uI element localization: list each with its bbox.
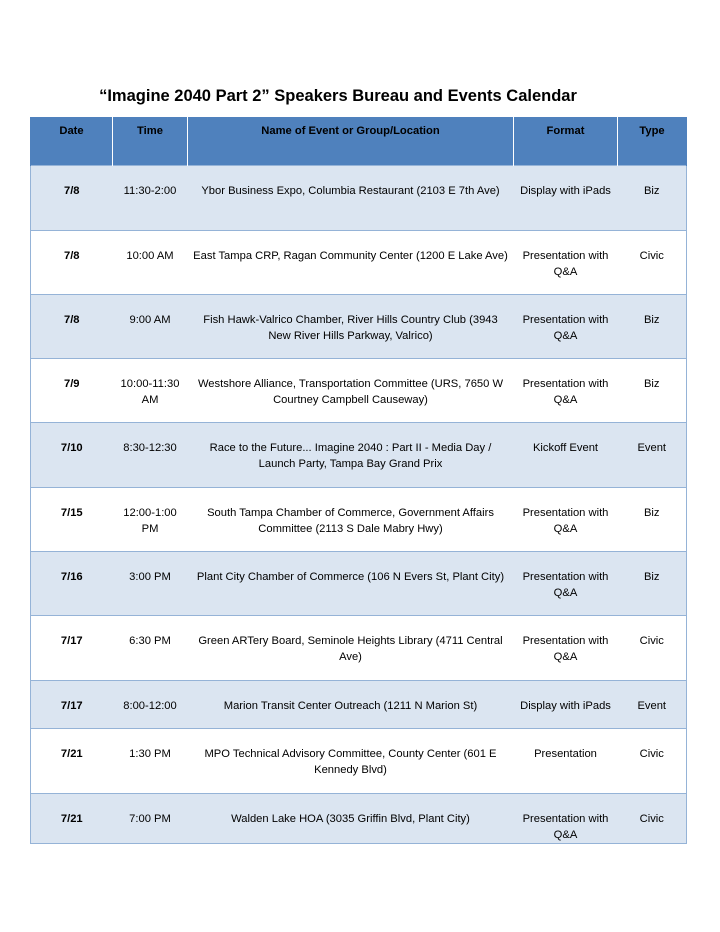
header-format: Format (514, 117, 618, 165)
row-format: Display with iPads (514, 680, 618, 728)
row-event: Ybor Business Expo, Columbia Restaurant (2103 E 7th Ave) (188, 165, 514, 230)
header-type: Type (618, 117, 687, 165)
row-format: Presentation with Q&A (514, 358, 618, 422)
row-date: 7/8 (31, 165, 113, 230)
row-type: Biz (618, 358, 687, 422)
row-type: Biz (618, 551, 687, 615)
row-date: 7/10 (31, 422, 113, 487)
row-time: 9:00 AM (113, 294, 188, 358)
row-event: Marion Transit Center Outreach (1211 N Marion St) (188, 680, 514, 728)
table-row (31, 615, 687, 680)
row-time: 6:30 PM (113, 615, 188, 680)
row-event: Green ARTery Board, Seminole Heights Library (4711 Central Ave) (188, 615, 514, 680)
row-date: 7/21 (31, 793, 113, 843)
row-time: 7:00 PM (113, 793, 188, 843)
table-row (31, 358, 687, 422)
row-format: Presentation with Q&A (514, 551, 618, 615)
table-row (31, 551, 687, 615)
table-row (31, 230, 687, 294)
row-format: Presentation with Q&A (514, 615, 618, 680)
table-row (31, 487, 687, 551)
header-event: Name of Event or Group/Location (188, 117, 514, 165)
row-event: Plant City Chamber of Commerce (106 N Evers St, Plant City) (188, 551, 514, 615)
row-format: Display with iPads (514, 165, 618, 230)
row-time: 1:30 PM (113, 728, 188, 793)
table-header-row (31, 117, 687, 165)
row-type: Event (618, 422, 687, 487)
table-row (31, 165, 687, 230)
row-date: 7/21 (31, 728, 113, 793)
row-time: 10:00-11:30 AM (113, 358, 188, 422)
row-event: Race to the Future... Imagine 2040 : Part II - Media Day / Launch Party, Tampa Bay Grand Prix (188, 422, 514, 487)
row-type: Civic (618, 230, 687, 294)
row-date: 7/8 (31, 230, 113, 294)
row-type: Biz (618, 165, 687, 230)
table-row (31, 680, 687, 728)
row-date: 7/15 (31, 487, 113, 551)
row-type: Civic (618, 615, 687, 680)
row-time: 11:30-2:00 (113, 165, 188, 230)
row-type: Civic (618, 728, 687, 793)
row-format: Presentation (514, 728, 618, 793)
row-date: 7/8 (31, 294, 113, 358)
row-date: 7/17 (31, 680, 113, 728)
row-time: 8:30-12:30 (113, 422, 188, 487)
table-row (31, 422, 687, 487)
row-time: 8:00-12:00 (113, 680, 188, 728)
row-format: Presentation with Q&A (514, 487, 618, 551)
row-type: Biz (618, 294, 687, 358)
table-row (31, 294, 687, 358)
row-event: East Tampa CRP, Ragan Community Center (1200 E Lake Ave) (188, 230, 514, 294)
row-time: 12:00-1:00 PM (113, 487, 188, 551)
row-format: Presentation with Q&A (514, 230, 618, 294)
row-event: Walden Lake HOA (3035 Griffin Blvd, Plant City) (188, 793, 514, 843)
row-type: Event (618, 680, 687, 728)
row-format: Kickoff Event (514, 422, 618, 487)
row-time: 3:00 PM (113, 551, 188, 615)
events-calendar-table (30, 117, 687, 844)
row-type: Biz (618, 487, 687, 551)
row-format: Presentation with Q&A (514, 294, 618, 358)
page-title: “Imagine 2040 Part 2” Speakers Bureau and Events Calendar (99, 87, 577, 105)
header-date: Date (31, 117, 113, 165)
row-date: 7/17 (31, 615, 113, 680)
row-event: Fish Hawk-Valrico Chamber, River Hills Country Club (3943 New River Hills Parkway, Valrico) (188, 294, 514, 358)
row-event: MPO Technical Advisory Committee, County Center (601 E Kennedy Blvd) (188, 728, 514, 793)
row-type: Civic (618, 793, 687, 843)
row-event: South Tampa Chamber of Commerce, Government Affairs Committee (2113 S Dale Mabry Hwy) (188, 487, 514, 551)
row-date: 7/9 (31, 358, 113, 422)
row-format: Presentation with Q&A (514, 793, 618, 843)
row-date: 7/16 (31, 551, 113, 615)
header-time: Time (113, 117, 188, 165)
table-row (31, 728, 687, 793)
table-row (31, 793, 687, 843)
row-time: 10:00 AM (113, 230, 188, 294)
row-event: Westshore Alliance, Transportation Committee (URS, 7650 W Courtney Campbell Causeway) (188, 358, 514, 422)
